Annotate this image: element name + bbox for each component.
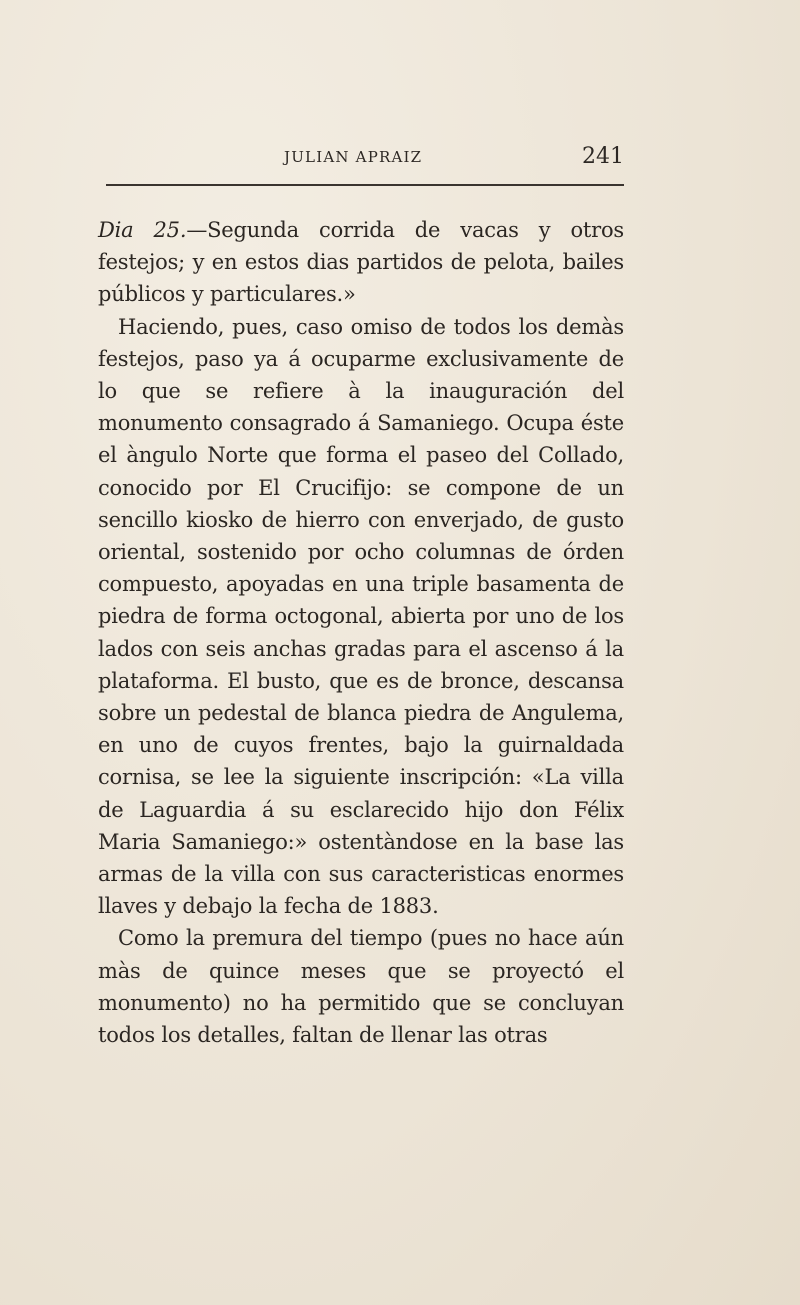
body-text [98, 214, 624, 1051]
paragraph-1 [98, 214, 624, 311]
paragraph-1-lead: Dia 25. [98, 218, 187, 242]
running-head [98, 142, 624, 182]
paragraph-3: Como la premura del tiempo (pues no hace aún màs de quince meses que se proyectó el monumento) no ha permitido que se concluyan todos los detalles, faltan de llenar las otras [98, 926, 624, 1048]
header-rule [106, 184, 624, 186]
book-page [98, 142, 624, 1048]
running-title: JULIAN APRAIZ [284, 148, 423, 166]
paragraph-2: Haciendo, pues, caso omiso de todos los demàs festejos, paso ya á ocuparme exclusivamente de lo que se refiere à la inauguración del monumento consagrado á Samaniego. Ocupa éste el àngulo Norte que forma el paseo del Collado, conocido por El Crucifijo: se compone de un sencillo kiosko de hierro con enverjado, de gusto oriental, sostenido por ocho columnas de órden compuesto, apoyadas en una triple basamenta de piedra de forma octogonal, abierta por uno de los lados con seis anchas gradas para el ascenso á la plataforma. El busto, que es de bronce, descansa sobre un pedestal de blanca piedra de Angulema, en uno de cuyos frentes, bajo la guirnaldada cornisa, se lee la siguiente inscripción: «La villa de Laguardia á su esclarecido hijo don Félix Maria Samaniego:» ostentàndose en la base las armas de la villa con sus caracteristicas enormes llaves y debajo la fecha de 1883. [98, 314, 624, 919]
paragraph-1-text: —Segunda corrida de vacas y otros festejos; y en estos dias partidos de pelota, bailes públicos y particulares.» [98, 218, 624, 307]
page-number: 241 [582, 144, 624, 169]
